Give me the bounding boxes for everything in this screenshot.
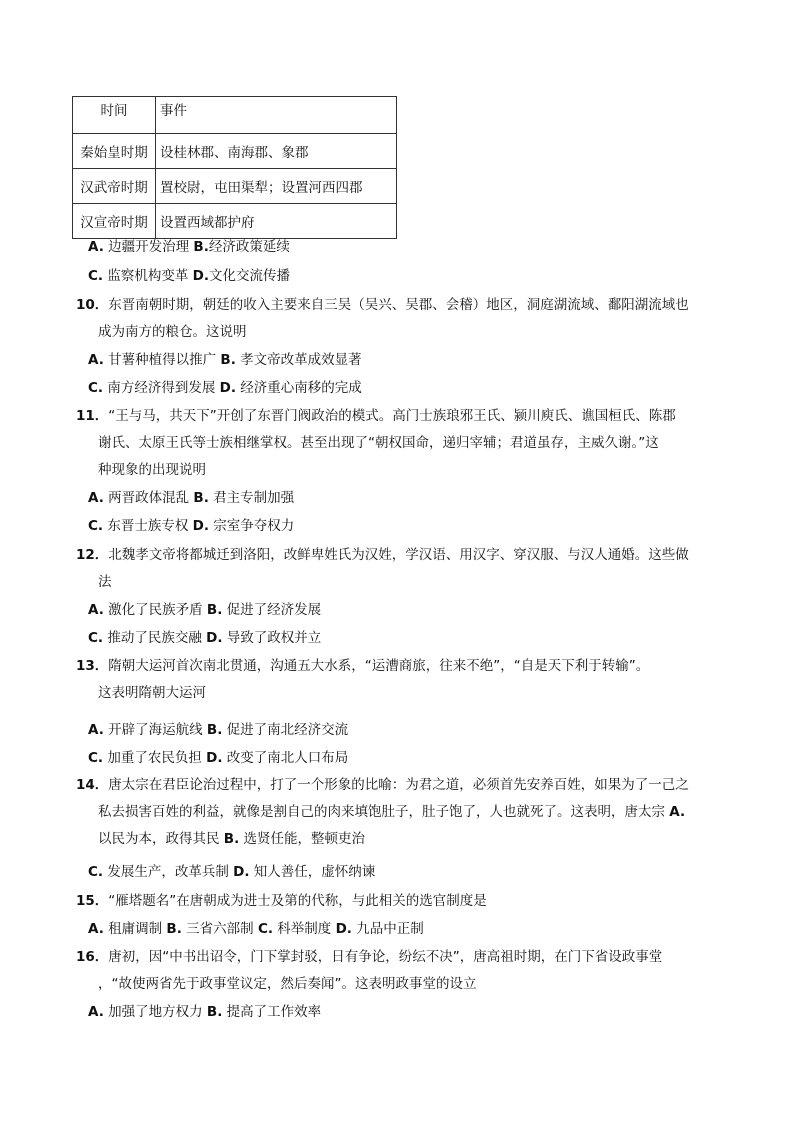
table-cell: 设桂林郡、南海郡、象郡 (156, 134, 397, 169)
q16-stem-line1 (76, 947, 662, 967)
question-number: 11． (76, 408, 109, 424)
q11-options-cd (88, 516, 294, 536)
option-label: D. (233, 864, 250, 880)
question-number: 12． (76, 547, 109, 563)
option-label: C. (88, 268, 104, 284)
option-label: D. (206, 750, 223, 766)
option-label: C. (257, 921, 273, 937)
option-text: 宗室争夺权力 (213, 518, 295, 534)
option-label: A. (669, 804, 686, 820)
option-label: D. (206, 630, 223, 646)
option-label: C. (88, 380, 104, 396)
option-label: B. (166, 921, 182, 937)
option-label: A. (88, 1004, 104, 1020)
option-text: 两晋政体混乱 (108, 490, 190, 506)
table-header-row (73, 97, 397, 134)
q12-stem-line1 (76, 545, 689, 565)
option-text: 开辟了海运航线 (108, 722, 203, 738)
option-text: 加重了农民负担 (107, 750, 202, 766)
option-label: A. (88, 602, 104, 618)
option-label: D. (192, 268, 209, 284)
option-text: 以民为本，政得其民 (98, 831, 220, 847)
option-text: 科举制度 (277, 921, 332, 937)
option-label: A. (88, 722, 104, 738)
q16-options-ab (88, 1002, 321, 1022)
table-header-cell: 时间 (73, 97, 156, 134)
q13-stem-line2: 这表明隋朝大运河 (98, 685, 206, 701)
option-label: C. (88, 864, 104, 880)
q14-stem-line1 (76, 775, 689, 795)
option-label: A. (88, 239, 104, 255)
question-text: 唐太宗在君臣论治过程中，打了一个形象的比喻：为君之道，必须首先安养百姓，如果为了一己之 (108, 777, 689, 793)
q13-options-cd (88, 748, 348, 768)
events-table (72, 96, 397, 239)
q12-stem-line2: 法 (98, 574, 112, 590)
option-text: 促进了经济发展 (226, 602, 322, 618)
option-text: 九品中正制 (356, 921, 424, 937)
option-label: D. (192, 518, 209, 534)
option-label: C. (88, 518, 104, 534)
question-text: 北魏孝文帝将都城迁到洛阳，改鲜卑姓氏为汉姓，学汉语、用汉字、穿汉服、与汉人通婚。这些做 (108, 547, 689, 563)
option-label: A. (88, 490, 104, 506)
option-label: A. (88, 352, 104, 368)
option-text: 文化交流传播 (208, 268, 290, 284)
q14-stem-line3 (98, 829, 365, 849)
option-text: 南方经济得到发展 (107, 380, 216, 396)
q13-stem-line1 (76, 656, 649, 676)
option-text: 提高了工作效率 (226, 1004, 322, 1020)
q13-options-ab (88, 720, 348, 740)
q16-stem-line2: ，“故使两省先于政事堂议定，然后奏闻”。这表明政事堂的设立 (98, 976, 477, 992)
option-text: 监察机构变革 (107, 268, 189, 284)
option-label: B. (193, 239, 209, 255)
option-label: B. (206, 1004, 223, 1020)
table-cell: 置校尉，屯田渠犁；设置河西四郡 (156, 169, 397, 204)
question-number: 16． (76, 949, 109, 965)
option-text: 知人善任，虚怀纳谏 (253, 864, 376, 880)
question-text: 东晋南朝时期，朝廷的收入主要来自三吴（吴兴、吴郡、会稽）地区，洞庭湖流域、鄱阳湖流域也 (108, 297, 689, 313)
q11-options-ab (88, 488, 294, 508)
option-text: 选贤任能，整顿吏治 (243, 831, 366, 847)
table-header-cell: 事件 (156, 97, 397, 134)
option-text: 边疆开发治理 (108, 239, 190, 255)
option-text: 租庸调制 (108, 921, 163, 937)
question-text: 隋朝大运河首次南北贯通，沟通五大水系，“运漕商旅，往来不绝”，“自是天下利于转输”。 (108, 658, 650, 674)
question-text: 唐初，因“中书出诏令，门下掌封驳，日有争论，纷纭不决”，唐高祖时期，在门下省设政事堂 (108, 949, 663, 965)
q15-options (88, 919, 424, 939)
q11-stem-line1 (76, 406, 676, 426)
table-row (73, 134, 397, 169)
q15-stem-line1 (76, 891, 487, 911)
option-text: 孝文帝改革成效显著 (240, 352, 362, 368)
option-label: B. (206, 722, 223, 738)
option-text: 君主专制加强 (213, 490, 295, 506)
option-label: C. (88, 750, 104, 766)
option-label: D. (219, 380, 236, 396)
option-text: 发展生产，改革兵制 (107, 864, 229, 880)
option-text: 导致了政权并立 (226, 630, 322, 646)
question-number: 13． (76, 658, 109, 674)
option-text: 改变了南北人口布局 (226, 750, 349, 766)
q14-stem-line2 (98, 802, 685, 822)
q12-options-ab (88, 600, 321, 620)
table-cell: 设置西域都护府 (156, 204, 397, 239)
option-text: 经济政策延续 (208, 239, 290, 255)
table-row (73, 169, 397, 204)
option-text: 经济重心南移的完成 (240, 380, 362, 396)
option-text: 加强了地方权力 (108, 1004, 203, 1020)
option-label: B. (206, 602, 223, 618)
q11-stem-line3: 种现象的出现说明 (98, 462, 206, 478)
question-text: 私去损害百姓的利益，就像是割自己的肉来填饱肚子，肚子饱了，人也就死了。这表明，唐太宗 (98, 804, 665, 820)
q10-stem-line1 (76, 295, 689, 315)
question-number: 15． (76, 893, 109, 909)
q9-options-cd (88, 266, 290, 286)
table-cell: 汉武帝时期 (73, 169, 156, 204)
q11-stem-line2: 谢氏、太原王氏等士族相继掌权。甚至出现了“朝权国命，递归宰辅；君道虽存，主威久谢。”这 (98, 435, 659, 451)
option-text: 三省六部制 (186, 921, 254, 937)
option-text: 推动了民族交融 (107, 630, 202, 646)
q10-options-ab (88, 350, 362, 370)
option-label: A. (88, 921, 104, 937)
option-label: C. (88, 630, 104, 646)
question-text: “王与马，共天下”开创了东晋门阀政治的模式。高门士族琅邪王氏、颍川庾氏、谯国桓氏、陈郡 (108, 408, 676, 424)
option-label: D. (335, 921, 352, 937)
option-text: 激化了民族矛盾 (108, 602, 203, 618)
question-number: 14． (76, 777, 109, 793)
question-text: “雁塔题名”在唐朝成为进士及第的代称，与此相关的选官制度是 (108, 893, 487, 909)
option-label: B. (223, 831, 240, 847)
table-cell: 秦始皇时期 (73, 134, 156, 169)
q10-options-cd (88, 378, 362, 398)
option-text: 甘薯种植得以推广 (108, 352, 217, 368)
option-label: B. (193, 490, 209, 506)
q10-stem-line2: 成为南方的粮仓。这说明 (98, 324, 247, 340)
option-label: B. (220, 352, 236, 368)
q9-options-ab (88, 237, 290, 257)
option-text: 东晋士族专权 (107, 518, 189, 534)
q12-options-cd (88, 628, 321, 648)
table-cell: 汉宣帝时期 (73, 204, 156, 239)
option-text: 促进了南北经济交流 (226, 722, 349, 738)
q14-options-cd (88, 862, 375, 882)
question-number: 10． (76, 297, 109, 313)
table-row (73, 204, 397, 239)
